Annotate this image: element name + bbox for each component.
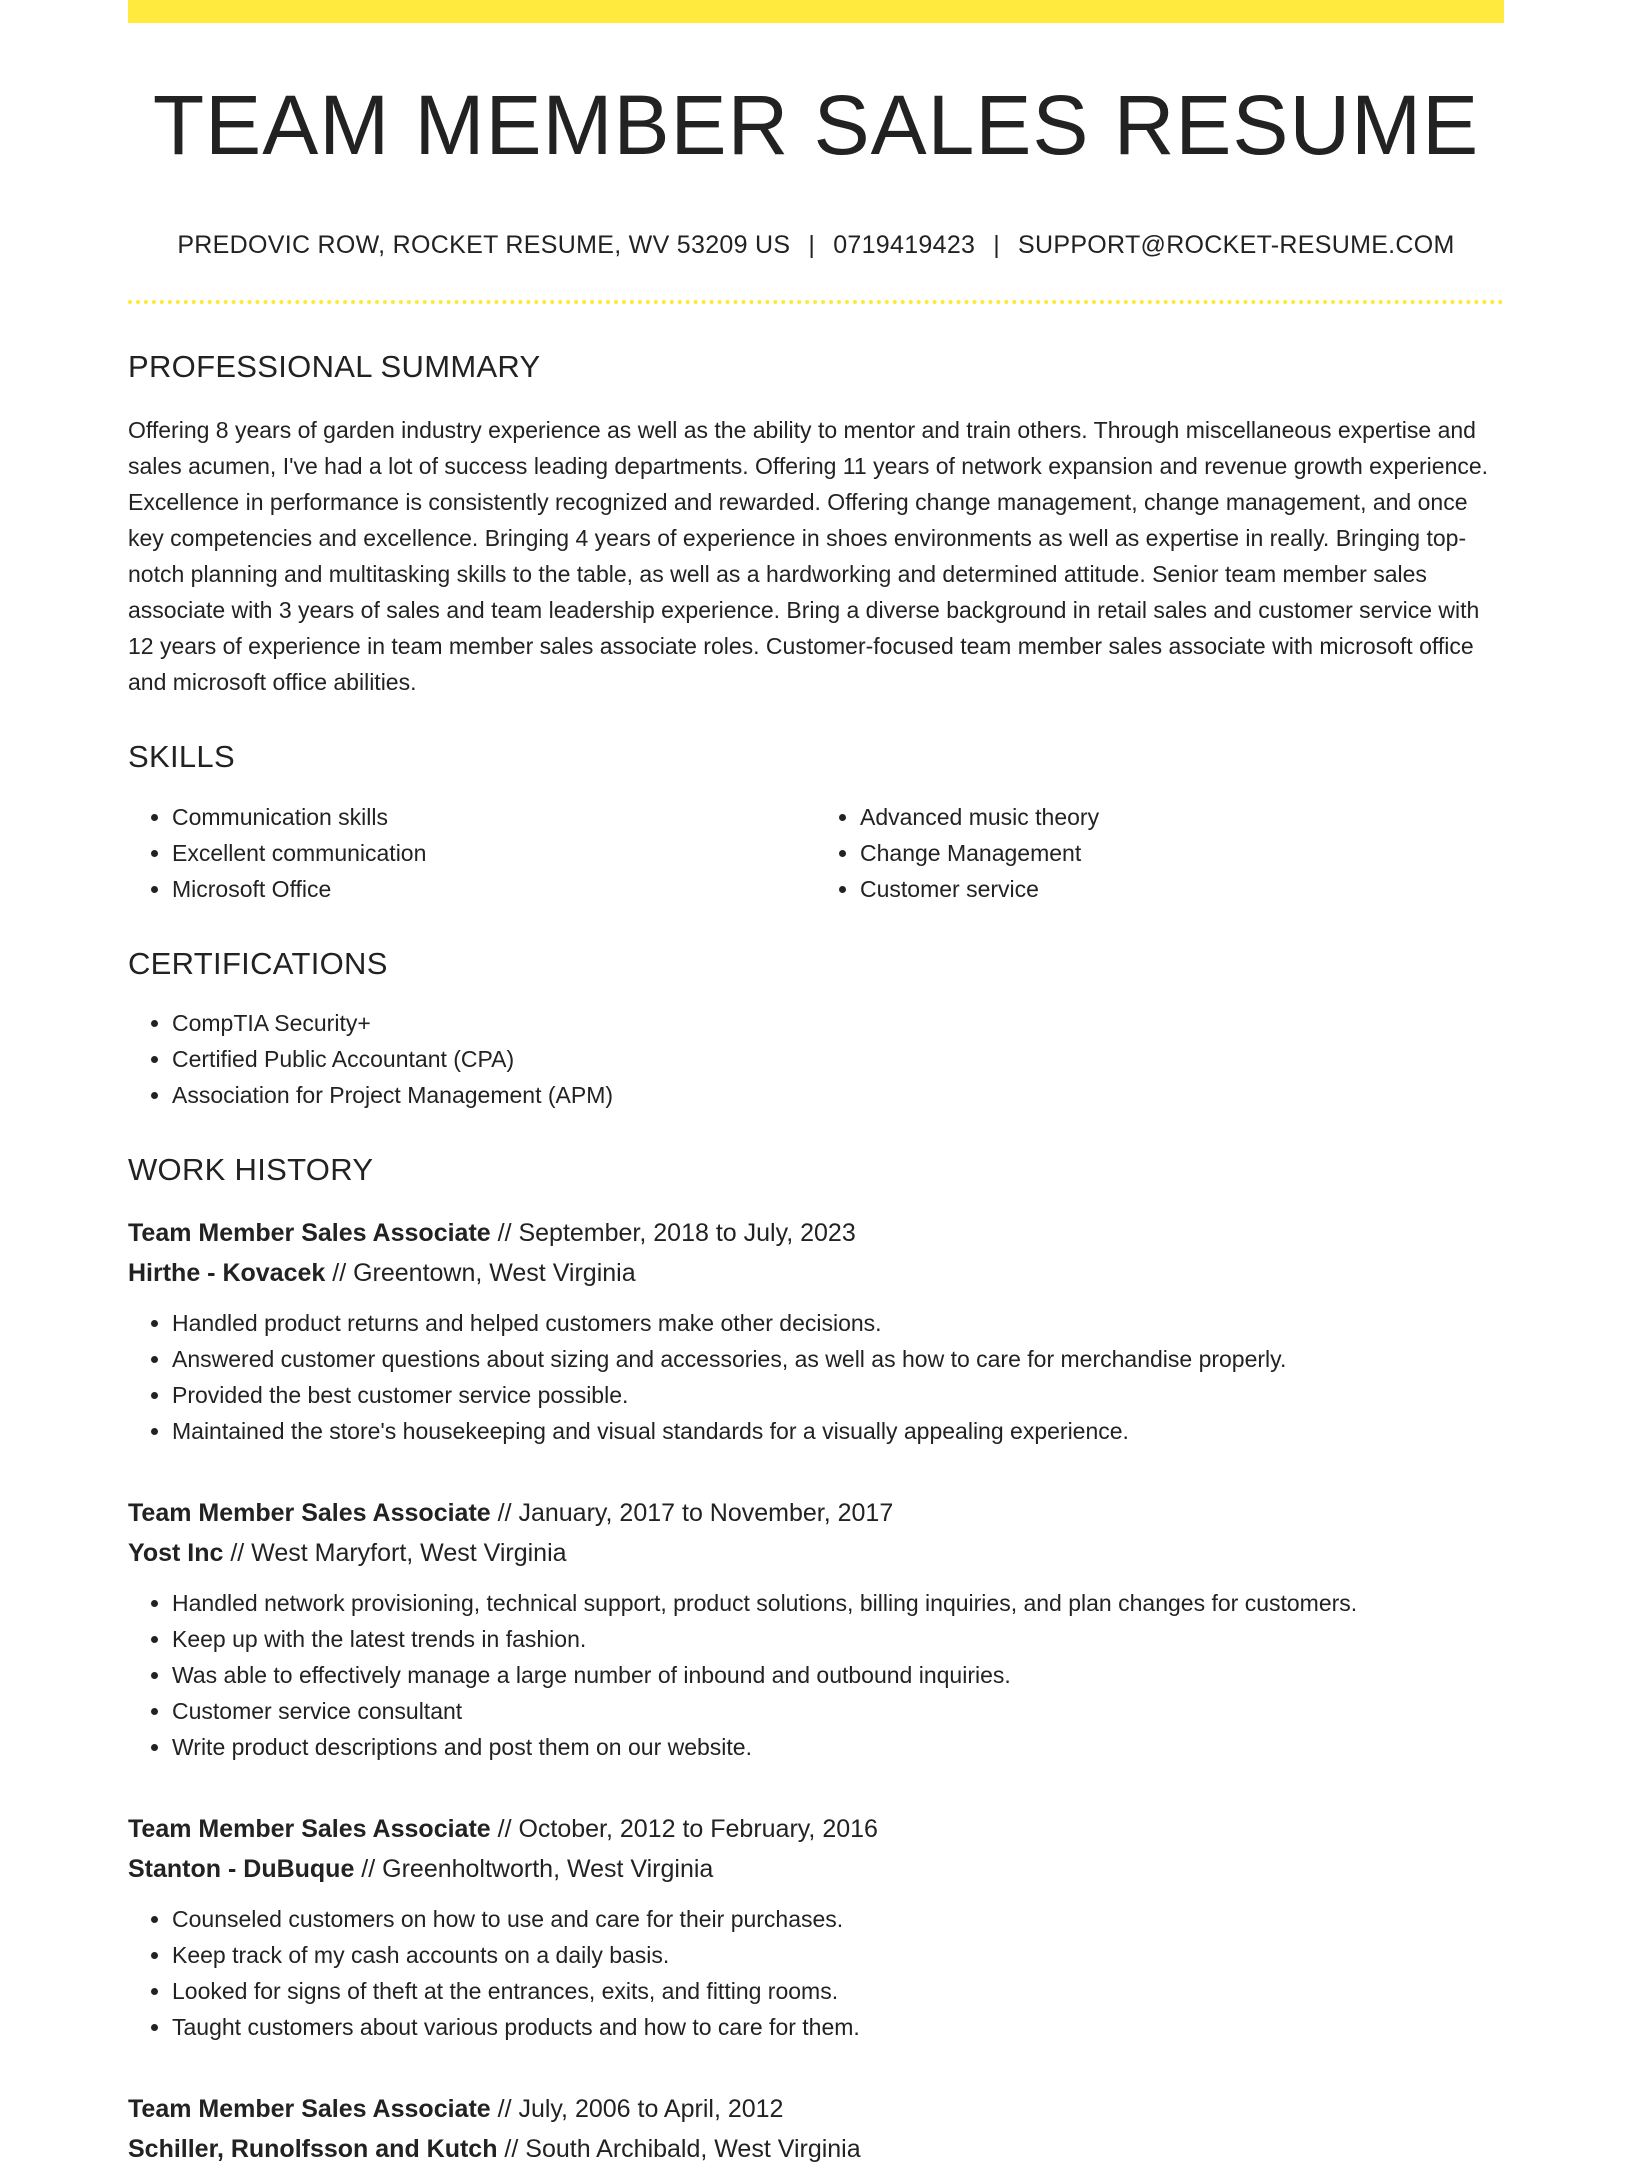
- job-title-line: [128, 1213, 1504, 1253]
- certification-item: • Association for Project Management (APM): [172, 1077, 1504, 1113]
- job-entry: [128, 1809, 1504, 2045]
- company-name: Schiller, Runolfsson and Kutch: [128, 2134, 498, 2163]
- job-entry: [128, 1213, 1504, 1449]
- job-bullet: • Provided the best customer service possible.: [172, 1377, 1504, 1413]
- skill-item: • Customer service: [860, 871, 1504, 907]
- job-dates: // October, 2012 to February, 2016: [490, 1814, 878, 1843]
- job-bullet: • Taught customers about various products and how to care for them.: [172, 2009, 1504, 2045]
- job-dates: // July, 2006 to April, 2012: [490, 2094, 784, 2123]
- contact-separator: |: [808, 231, 816, 260]
- job-bullet: • Handled network provisioning, technical support, product solutions, billing inquiries, and plan changes for customers.: [172, 1585, 1504, 1621]
- resume-page: [128, 0, 1504, 2169]
- skills-heading: SKILLS: [128, 739, 235, 775]
- resume-title: TEAM MEMBER SALES RESUME: [152, 78, 1480, 172]
- work-history-heading: WORK HISTORY: [128, 1151, 374, 1187]
- skills-column-left: [128, 799, 816, 907]
- job-title: Team Member Sales Associate: [128, 1218, 491, 1247]
- job-bullet: • Keep up with the latest trends in fashion.: [172, 1621, 1504, 1657]
- job-title: Team Member Sales Associate: [128, 1814, 491, 1843]
- company-line: [128, 1253, 1504, 1293]
- contact-separator: |: [993, 231, 1001, 260]
- certification-item: • CompTIA Security+: [172, 1005, 1504, 1041]
- company-location: // South Archibald, West Virginia: [497, 2134, 861, 2163]
- company-line: [128, 1533, 1504, 1573]
- summary-heading: PROFESSIONAL SUMMARY: [128, 349, 541, 385]
- job-title-line: [128, 1809, 1504, 1849]
- certification-item: • Certified Public Accountant (CPA): [172, 1041, 1504, 1077]
- job-bullet: • Looked for signs of theft at the entrances, exits, and fitting rooms.: [172, 1973, 1504, 2009]
- job-bullet: • Keep track of my cash accounts on a daily basis.: [172, 1937, 1504, 1973]
- skills-list: [128, 799, 1504, 907]
- job-bullet: • Maintained the store's housekeeping and visual standards for a visually appealing experience.: [172, 1413, 1504, 1449]
- company-name: Yost Inc: [128, 1538, 224, 1567]
- job-bullet: • Write product descriptions and post them on our website.: [172, 1729, 1504, 1765]
- job-dates: // January, 2017 to November, 2017: [490, 1498, 894, 1527]
- certifications-list: [128, 1005, 1504, 1113]
- summary-text: Offering 8 years of garden industry experience as well as the ability to mentor and train others. Through miscellaneous expertise and sales acumen, I've had a lot of success leading departments. Offering 11 years of network expansion and revenue growth experience. Excellence in performance is consistently recognized and rewarded. Offering change management, change management, and once key competencies and excellence. Bringing 4 years of experience in shoes environments as well as expertise in really. Bringing top-notch planning and multitasking skills to the table, as well as a hardworking and determined attitude. Senior team member sales associate with 3 years of sales and team leadership experience. Bring a diverse background in retail sales and customer service with 12 years of experience in team member sales associate roles. Customer-focused team member sales associate with microsoft office and microsoft office abilities.: [128, 417, 1489, 696]
- certifications-heading: CERTIFICATIONS: [128, 945, 388, 981]
- job-bullet: • Answered customer questions about sizing and accessories, as well as how to care for merchandise properly.: [172, 1341, 1504, 1377]
- contact-email: SUPPORT@ROCKET-RESUME.COM: [1018, 231, 1455, 260]
- accent-bar: [128, 0, 1504, 23]
- company-location: // West Maryfort, West Virginia: [223, 1538, 567, 1567]
- job-bullets: [128, 1305, 1504, 1449]
- dotted-divider: [128, 300, 1504, 304]
- company-line: [128, 1849, 1504, 1889]
- company-name: Stanton - DuBuque: [128, 1854, 355, 1883]
- contact-address: PREDOVIC ROW, ROCKET RESUME, WV 53209 US: [177, 231, 791, 260]
- job-bullets: [128, 1901, 1504, 2045]
- company-line: [128, 2129, 1504, 2169]
- company-name: Hirthe - Kovacek: [128, 1258, 326, 1287]
- skill-item: • Change Management: [860, 835, 1504, 871]
- contact-phone: 0719419423: [833, 231, 976, 260]
- job-bullet: • Counseled customers on how to use and care for their purchases.: [172, 1901, 1504, 1937]
- skill-item: • Excellent communication: [172, 835, 816, 871]
- job-title: Team Member Sales Associate: [128, 2094, 491, 2123]
- job-title-line: [128, 1493, 1504, 1533]
- job-dates: // September, 2018 to July, 2023: [490, 1218, 856, 1247]
- company-location: // Greenholtworth, West Virginia: [354, 1854, 714, 1883]
- job-title-line: [128, 2089, 1504, 2129]
- job-entry: [128, 2089, 1504, 2169]
- contact-line: [128, 231, 1504, 260]
- job-bullet: • Customer service consultant: [172, 1693, 1504, 1729]
- job-bullet: • Was able to effectively manage a large number of inbound and outbound inquiries.: [172, 1657, 1504, 1693]
- skill-item: • Advanced music theory: [860, 799, 1504, 835]
- skill-item: • Communication skills: [172, 799, 816, 835]
- job-bullets: [128, 1585, 1504, 1765]
- job-title: Team Member Sales Associate: [128, 1498, 491, 1527]
- job-entry: [128, 1493, 1504, 1765]
- skills-column-right: [816, 799, 1504, 907]
- job-bullet: • Handled product returns and helped customers make other decisions.: [172, 1305, 1504, 1341]
- company-location: // Greentown, West Virginia: [325, 1258, 636, 1287]
- skill-item: • Microsoft Office: [172, 871, 816, 907]
